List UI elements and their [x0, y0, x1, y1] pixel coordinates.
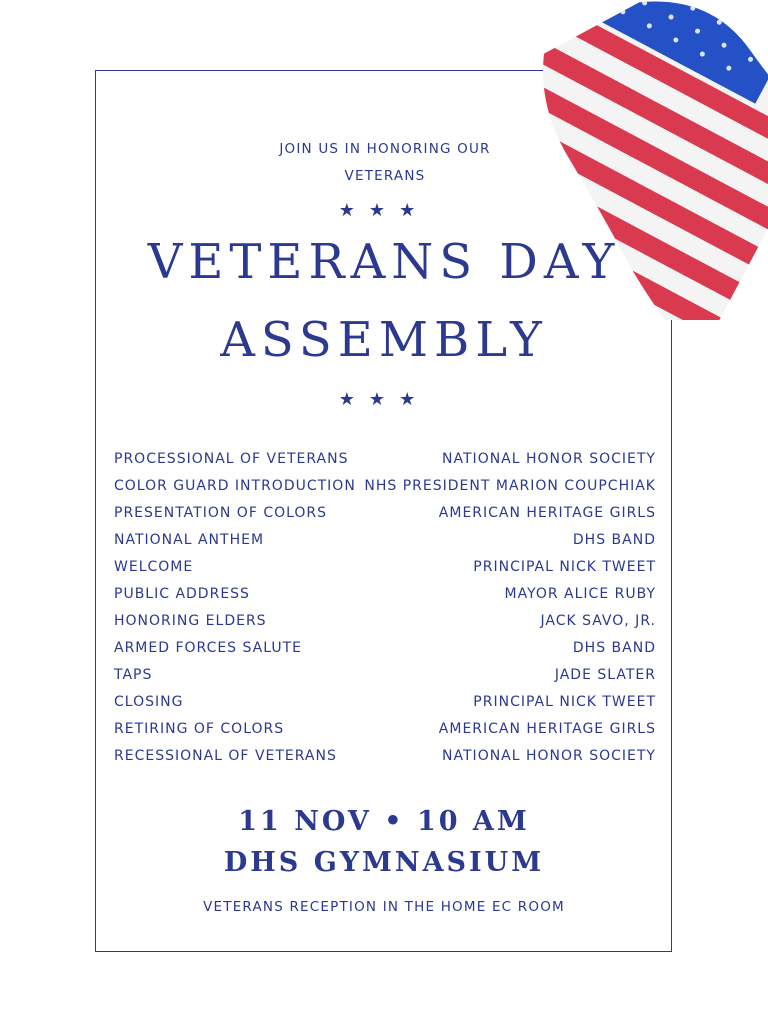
- program-performer: NATIONAL HONOR SOCIETY: [442, 451, 656, 467]
- program-event: WELCOME: [114, 559, 194, 575]
- program-row: [114, 608, 656, 635]
- program-event: ARMED FORCES SALUTE: [114, 640, 302, 656]
- program-event: PUBLIC ADDRESS: [114, 586, 250, 602]
- program-event: NATIONAL ANTHEM: [114, 532, 265, 548]
- event-date-time: 11 NOV • 10 AM: [238, 806, 530, 837]
- program-row: [114, 446, 656, 473]
- program-event: HONORING ELDERS: [114, 613, 267, 629]
- program-performer: DHS BAND: [572, 532, 656, 548]
- program-list: [114, 446, 656, 770]
- intro-text: [230, 136, 540, 190]
- program-performer: JADE SLATER: [554, 667, 656, 683]
- program-event: TAPS: [114, 667, 153, 683]
- program-event: RECESSIONAL OF VETERANS: [114, 748, 337, 764]
- program-performer: NATIONAL HONOR SOCIETY: [442, 748, 656, 764]
- program-row: [114, 689, 656, 716]
- star-icon: ★: [368, 200, 400, 221]
- program-row: [114, 527, 656, 554]
- star-icon: ★: [338, 389, 369, 410]
- title-line-1: VETERANS DAY: [147, 234, 621, 290]
- program-row: [114, 743, 656, 770]
- program-event: PRESENTATION OF COLORS: [114, 505, 328, 521]
- event-location: DHS GYMNASIUM: [223, 847, 545, 878]
- program-performer: DHS BAND: [572, 640, 656, 656]
- intro-line-2: VETERANS: [344, 168, 426, 184]
- program-performer: MAYOR ALICE RUBY: [504, 586, 656, 602]
- program-row: [114, 581, 656, 608]
- title-line-2: ASSEMBLY: [220, 312, 548, 368]
- program-row: [114, 554, 656, 581]
- program-event: CLOSING: [114, 694, 184, 710]
- star-icon: ★: [368, 389, 400, 410]
- star-icon: ★: [399, 200, 430, 221]
- program-event: RETIRING OF COLORS: [114, 721, 285, 737]
- star-icon: ★: [399, 389, 430, 410]
- program-performer: AMERICAN HERITAGE GIRLS: [438, 505, 656, 521]
- program-row: [114, 473, 656, 500]
- stars-divider-bottom: [0, 389, 768, 410]
- intro-line-1: JOIN US IN HONORING OUR: [279, 141, 491, 157]
- program-row: [114, 500, 656, 527]
- program-event: PROCESSIONAL OF VETERANS: [114, 451, 349, 467]
- program-performer: NHS PRESIDENT MARION COUPCHIAK: [364, 478, 656, 494]
- program-row: [114, 716, 656, 743]
- program-row: [114, 662, 656, 689]
- program-event: COLOR GUARD INTRODUCTION: [114, 478, 356, 494]
- program-performer: PRINCIPAL NICK TWEET: [473, 559, 656, 575]
- program-performer: JACK SAVO, JR.: [540, 613, 656, 629]
- reception-note: VETERANS RECEPTION IN THE HOME EC ROOM: [203, 899, 565, 915]
- stars-divider-top: [0, 200, 768, 221]
- program-performer: PRINCIPAL NICK TWEET: [473, 694, 656, 710]
- star-icon: ★: [338, 200, 369, 221]
- program-performer: AMERICAN HERITAGE GIRLS: [438, 721, 656, 737]
- program-row: [114, 635, 656, 662]
